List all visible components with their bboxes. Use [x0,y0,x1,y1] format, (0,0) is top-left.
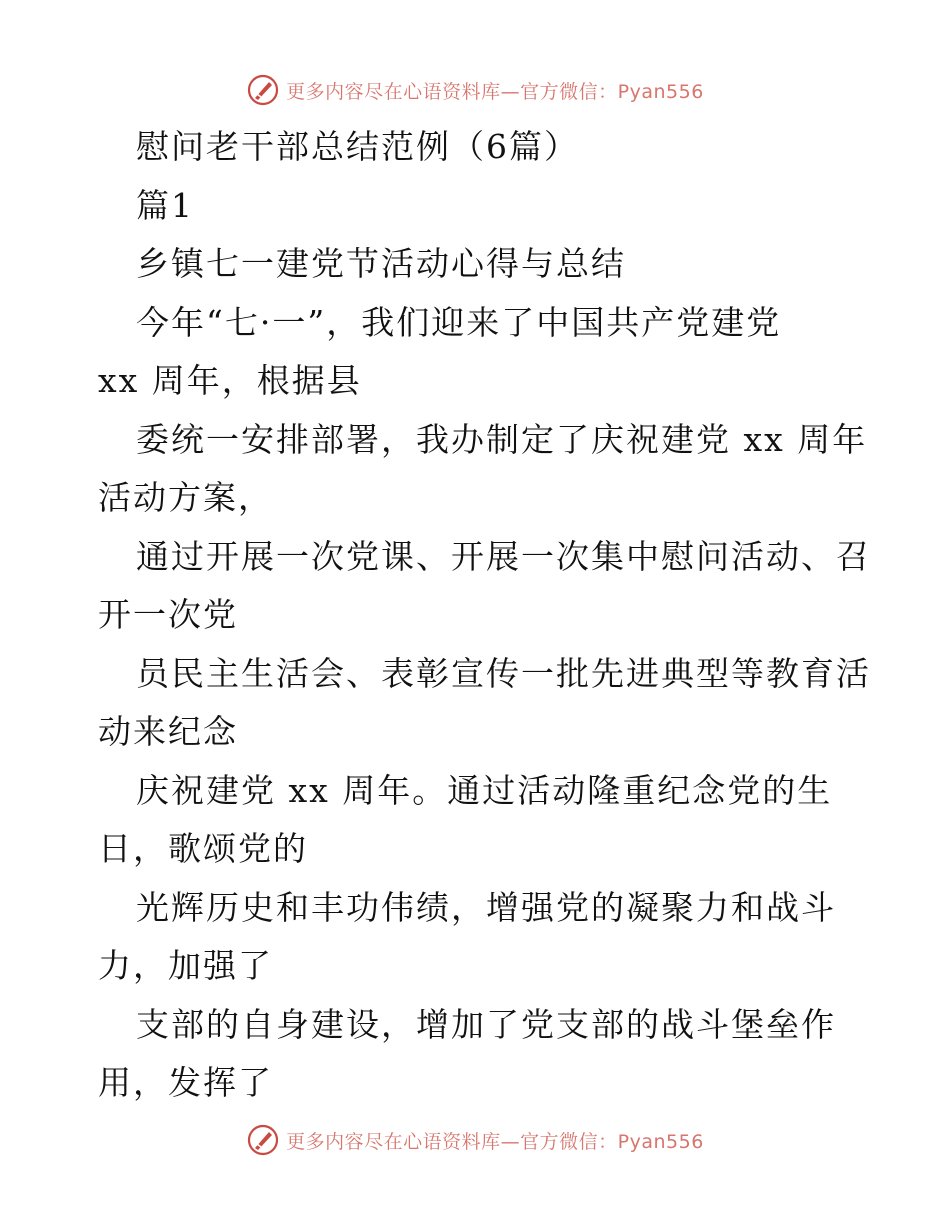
paragraph-line: 日，歌颂党的 [98,829,308,868]
paragraph-line: 力，加强了 [98,946,273,985]
paragraph-line: 用，发挥了 [98,1063,273,1102]
paragraph-line: 开一次党 [98,595,238,634]
watermark-text: 更多内容尽在心语资料库—官方微信：Pyan556 [286,1130,704,1153]
section-heading: 篇1 [136,185,194,225]
header-watermark [0,70,950,110]
paragraph-line: xx 周年，根据县 [98,361,362,400]
paragraph-line: 今年“七·一”，我们迎来了中国共产党建党 [136,302,782,342]
quill-logo-icon [246,1123,280,1157]
paragraph-line: 活动方案， [98,478,273,517]
paragraph-line: 光辉历史和丰功伟绩，增强党的凝聚力和战斗 [136,887,836,927]
document-title: 慰问老干部总结范例（6篇） [136,127,579,166]
watermark-text: 更多内容尽在心语资料库—官方微信：Pyan556 [286,80,704,103]
document-body [98,118,871,1113]
paragraph-line: 庆祝建党 xx 周年。通过活动隆重纪念党的生 [136,770,833,810]
paragraph-line: 支部的自身建设，增加了党支部的战斗堡垒作 [136,1004,836,1044]
paragraph-line: 员民主生活会、表彰宣传一批先进典型等教育活 [136,653,871,693]
subtitle: 乡镇七一建党节活动心得与总结 [136,244,626,283]
paragraph-line: 通过开展一次党课、开展一次集中慰问活动、召 [136,536,871,576]
paragraph-line: 动来纪念 [98,712,238,751]
quill-logo-icon [246,73,280,107]
paragraph-line: 委统一安排部署，我办制定了庆祝建党 xx 周年 [136,419,868,459]
footer-watermark [0,1120,950,1160]
